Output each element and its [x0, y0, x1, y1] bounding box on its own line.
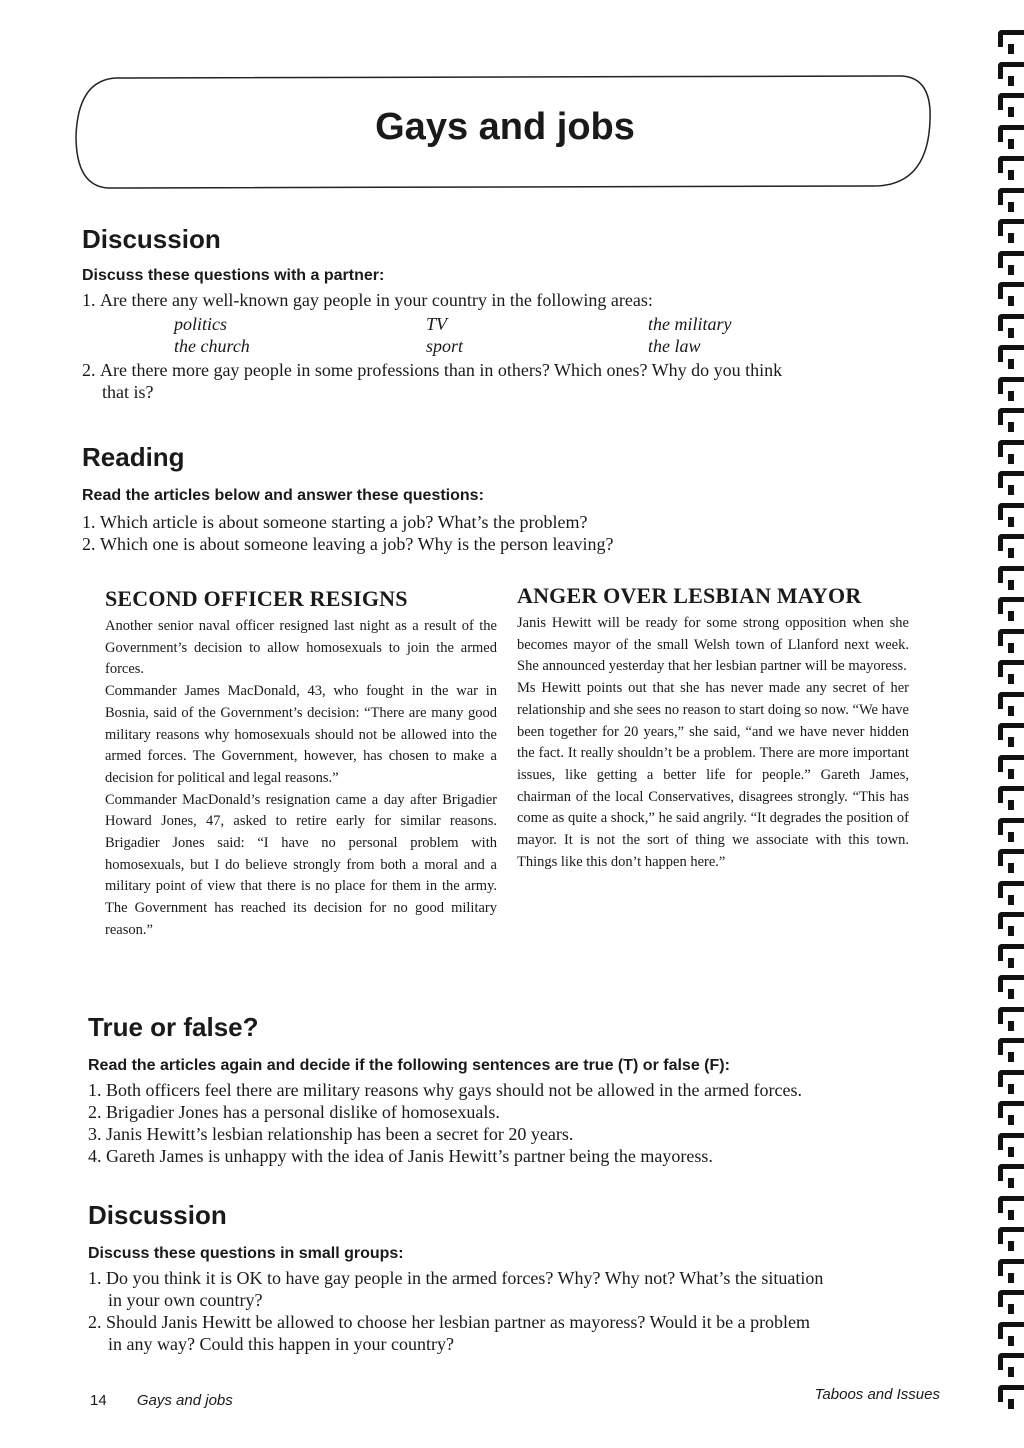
page-number: 14 — [90, 1392, 107, 1409]
binding-ring-stem — [1008, 422, 1014, 432]
binding-ring-stem — [1008, 895, 1014, 905]
true-false-instruction: Read the articles again and decide if the following sentences are true (T) or false (F): — [88, 1057, 730, 1074]
binding-ring-stem — [1008, 1367, 1014, 1377]
binding-ring-stem — [1008, 1052, 1014, 1062]
discussion-question-2: 2. Should Janis Hewitt be allowed to choose her lesbian partner as mayoress? Would it be a problem in any way? Could this happen in your country? — [88, 1312, 811, 1354]
article-paragraph: Commander MacDonald’s resignation came a day after Brigadier Howard Jones, 47, asked to retire early for similar reasons. Brigadier Jones said: “I have no personal problem with homosexuals, but I do believe strongly from both a moral and a military point of view that there is no place for them in the army. The Government has reached its decision for no good military reason.” — [105, 791, 497, 938]
binding-ring-stem — [1008, 328, 1014, 338]
binding-ring-stem — [1008, 296, 1014, 306]
binding-ring-stem — [1008, 580, 1014, 590]
binding-ring-stem — [1008, 863, 1014, 873]
section-heading-true-false: True or false? — [88, 1012, 259, 1042]
discussion-question-1: 1. Do you think it is OK to have gay people in the armed forces? Why? Why not? What’s the situation in your own country? — [88, 1268, 824, 1310]
area-item: the church — [174, 336, 250, 356]
true-false-item: 3. Janis Hewitt’s lesbian relationship has been a secret for 20 years. — [88, 1124, 574, 1144]
true-false-section — [88, 1012, 918, 1167]
footer-left — [90, 1392, 233, 1409]
footer-book-section: Gays and jobs — [136, 1392, 233, 1409]
binding-ring-stem — [1008, 1304, 1014, 1314]
binding-ring-stem — [1008, 1336, 1014, 1346]
article-headline: ANGER OVER LESBIAN MAYOR — [517, 583, 862, 608]
binding-ring-stem — [1008, 1241, 1014, 1251]
binding-ring-stem — [1008, 265, 1014, 275]
binding-ring-stem — [1008, 800, 1014, 810]
article-headline: SECOND OFFICER RESIGNS — [105, 586, 408, 611]
area-item: politics — [174, 314, 227, 334]
article-anger-over-lesbian-mayor — [517, 583, 909, 873]
binding-ring-stem — [1008, 989, 1014, 999]
binding-ring-stem — [1008, 1210, 1014, 1220]
binding-ring-stem — [1008, 359, 1014, 369]
binding-ring-stem — [1008, 643, 1014, 653]
reading-instruction: Read the articles below and answer these questions: — [82, 487, 484, 504]
area-item: TV — [426, 314, 448, 334]
section-heading-reading: Reading — [82, 442, 185, 472]
binding-ring-stem — [1008, 1084, 1014, 1094]
discussion-section-2 — [88, 1200, 948, 1355]
binding-ring-stem — [1008, 233, 1014, 243]
area-item: the law — [648, 336, 701, 356]
area-item: the military — [648, 314, 732, 334]
spiral-binding — [994, 30, 1024, 1420]
discussion-section-1 — [82, 224, 912, 403]
binding-ring-stem — [1008, 1273, 1014, 1283]
true-false-item: 4. Gareth James is unhappy with the idea of Janis Hewitt’s partner being the mayoress. — [88, 1146, 713, 1166]
binding-ring-stem — [1008, 454, 1014, 464]
binding-ring-stem — [1008, 958, 1014, 968]
section-heading-discussion: Discussion — [88, 1200, 227, 1230]
area-item: sport — [426, 336, 464, 356]
discussion-question-2: 2. Are there more gay people in some professions than in others? Which ones? Why do you think that is? — [82, 360, 783, 402]
binding-ring-stem — [1008, 107, 1014, 117]
article-second-officer-resigns — [105, 586, 497, 942]
article-paragraph: Another senior naval officer resigned last night as a result of the Government’s decision to allow homosexuals to join the armed forces. — [105, 618, 497, 678]
reading-question-2: 2. Which one is about someone leaving a job? Why is the person leaving? — [82, 534, 614, 554]
binding-ring-stem — [1008, 1147, 1014, 1157]
binding-ring-stem — [1008, 391, 1014, 401]
binding-ring-stem — [1008, 1178, 1014, 1188]
article-paragraph: Commander James MacDonald, 43, who fought in the war in Bosnia, said of the Government’s decision: “There are many good military reasons why homosexuals should not be allowed into the armed forces. The Government, however, has chosen to make a decision for political and legal reasons.” — [105, 683, 497, 786]
binding-ring-stem — [1008, 1399, 1014, 1409]
true-false-item: 2. Brigadier Jones has a personal dislike of homosexuals. — [88, 1102, 500, 1122]
binding-ring-stem — [1008, 832, 1014, 842]
areas-table — [174, 313, 732, 357]
true-false-item: 1. Both officers feel there are military reasons why gays should not be allowed in the armed forces. — [88, 1080, 802, 1100]
binding-ring-stem — [1008, 170, 1014, 180]
section-heading-discussion: Discussion — [82, 224, 221, 254]
binding-ring-stem — [1008, 139, 1014, 149]
binding-ring-stem — [1008, 706, 1014, 716]
binding-ring-stem — [1008, 548, 1014, 558]
binding-ring-stem — [1008, 202, 1014, 212]
article-paragraph: Janis Hewitt will be ready for some strong opposition when she becomes mayor of the small Welsh town of Llanford next week. She announced yesterday that her lesbian partner will be mayoress. — [517, 615, 909, 675]
binding-ring-stem — [1008, 737, 1014, 747]
discussion-instruction: Discuss these questions in small groups: — [88, 1245, 404, 1262]
discussion-question-1: 1. Are there any well-known gay people in your country in the following areas: — [82, 290, 653, 310]
reading-section — [82, 442, 912, 555]
binding-ring-stem — [1008, 44, 1014, 54]
binding-ring-stem — [1008, 769, 1014, 779]
binding-ring-stem — [1008, 674, 1014, 684]
reading-question-1: 1. Which article is about someone starting a job? What’s the problem? — [82, 512, 588, 532]
binding-ring-stem — [1008, 485, 1014, 495]
binding-ring-stem — [1008, 611, 1014, 621]
discussion-instruction: Discuss these questions with a partner: — [82, 267, 385, 284]
binding-ring-stem — [1008, 1021, 1014, 1031]
binding-ring-stem — [1008, 517, 1014, 527]
binding-ring-stem — [1008, 1115, 1014, 1125]
binding-ring-stem — [1008, 76, 1014, 86]
page-title: Gays and jobs — [375, 106, 635, 148]
binding-ring-stem — [1008, 926, 1014, 936]
footer-book-title: Taboos and Issues — [814, 1386, 940, 1403]
article-paragraph: Ms Hewitt points out that she has never made any secret of her relationship and she sees no reason to start doing so now. “We have been together for 20 years,” she said, “and we have never hidden the fact. It really shouldn’t be a problem. There are more important issues, like getting a better life for people.” Gareth James, chairman of the local Conservatives, disagrees strongly. “This has come as quite a shock,” he said angrily. “It degrades the position of mayor. It is not the sort of thing we associate with this town. Things like this don’t happen here.” — [517, 680, 909, 870]
